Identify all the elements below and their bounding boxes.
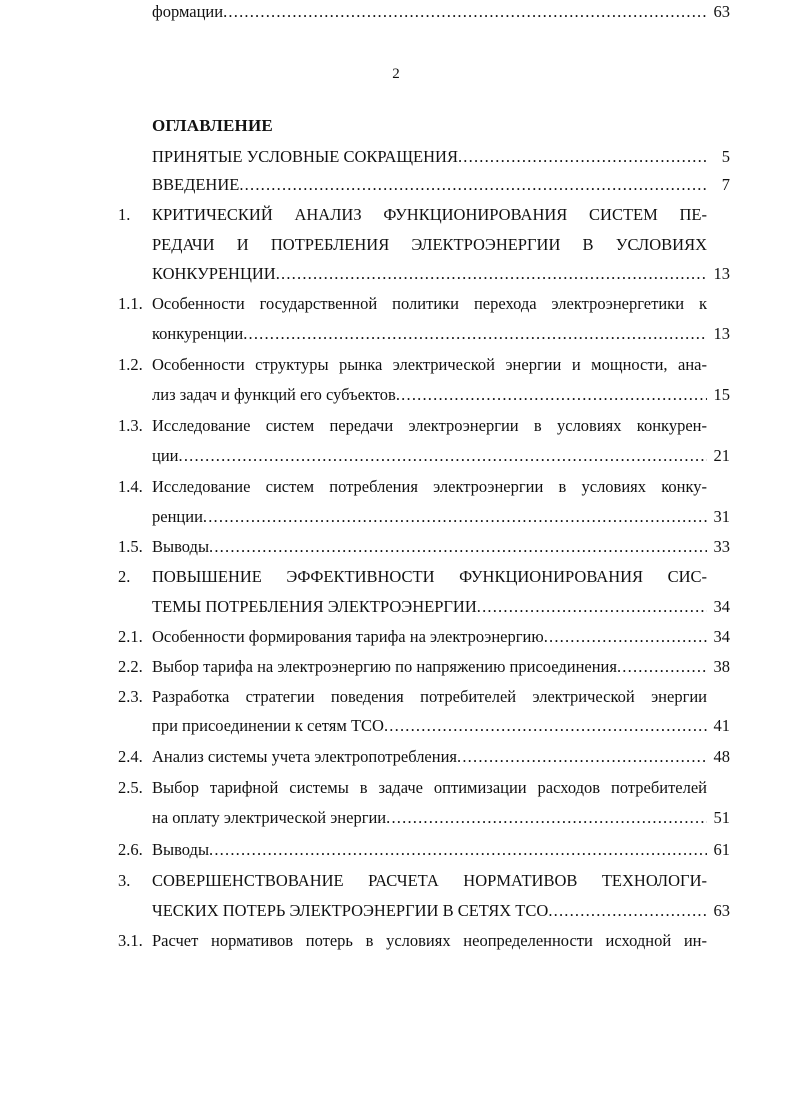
toc-entry-text: Особенности структуры рынка электрической энергии и мощности, ана-	[152, 355, 707, 374]
toc-entry-number: 3.	[118, 871, 131, 890]
toc-page-number: 41	[713, 716, 730, 735]
toc-entry-text: лиз задач и функций его субъектов	[152, 385, 396, 404]
toc-entry-text: Выбор тарифной системы в задаче оптимизации расходов потребителей	[152, 778, 707, 797]
toc-dot-leader	[203, 505, 707, 529]
toc-entry-text: Расчет нормативов потерь в условиях неопределенности исходной ин-	[152, 931, 707, 950]
toc-dot-leader	[386, 806, 707, 830]
toc-dot-leader	[457, 745, 707, 769]
toc-entry-number: 3.1.	[118, 931, 143, 950]
toc-entry-text: Особенности формирования тарифа на электроэнергию	[152, 627, 544, 646]
toc-page-number: 34	[713, 627, 730, 646]
toc-entry-number: 1.3.	[118, 416, 143, 435]
toc-entry-number: 1.1.	[118, 294, 143, 313]
toc-page-number: 34	[713, 597, 730, 616]
toc-entry-last-line	[152, 745, 707, 769]
toc-entry-text: Исследование систем передачи электроэнергии в условиях конкурен-	[152, 416, 707, 435]
toc-entry-text: Выводы	[152, 537, 210, 556]
toc-entry-text: РЕДАЧИ И ПОТРЕБЛЕНИЯ ЭЛЕКТРОЭНЕРГИИ В УСЛОВИЯХ	[152, 235, 707, 254]
toc-dot-leader	[243, 322, 707, 346]
toc-entry-text: при присоединении к сетям ТСО	[152, 716, 384, 735]
toc-entry-text: Выбор тарифа на электроэнергию по напряжению присоединения	[152, 657, 617, 676]
toc-entry-last-line	[152, 262, 707, 286]
toc-dot-leader	[276, 262, 707, 286]
toc-entry-last-line	[152, 505, 707, 529]
toc-entry-text: на оплату электрической энергии	[152, 808, 387, 827]
toc-entry-number: 2.4.	[118, 747, 143, 766]
toc-dot-leader	[384, 714, 707, 738]
toc-entry-text: ВВЕДЕНИЕ	[152, 175, 240, 194]
toc-page-number: 7	[721, 175, 730, 194]
toc-entry-text: Выводы	[152, 840, 210, 859]
toc-page-number: 51	[713, 808, 730, 827]
toc-dot-leader	[179, 444, 708, 468]
toc-entry-text: Анализ системы учета электропотребления	[152, 747, 458, 766]
toc-entry-text: конкуренции	[152, 324, 244, 343]
toc-entry-last-line	[152, 322, 707, 346]
toc-page-number: 5	[721, 147, 730, 166]
toc-entry-last-line	[152, 625, 707, 649]
toc-entry-last-line	[152, 444, 707, 468]
toc-dot-leader	[239, 173, 707, 197]
toc-entry-last-line	[152, 173, 707, 197]
toc-entry-last-line	[152, 899, 707, 923]
toc-page-number: 63	[713, 901, 730, 920]
toc-dot-leader	[477, 595, 707, 619]
toc-entry-text: ПРИНЯТЫЕ УСЛОВНЫЕ СОКРАЩЕНИЯ	[152, 147, 458, 166]
toc-dot-leader	[544, 625, 707, 649]
toc-page-number: 31	[713, 507, 730, 526]
toc-dot-leader	[209, 838, 707, 862]
toc-entry-last-line	[152, 806, 707, 830]
toc-entry-last-line	[152, 714, 707, 738]
toc-entry-number: 1.	[118, 205, 131, 224]
toc-page-number: 13	[713, 324, 730, 343]
toc-entry-number: 2.	[118, 567, 131, 586]
toc-page-number: 63	[713, 2, 730, 21]
toc-dot-leader	[223, 0, 707, 24]
toc-entry-number: 1.4.	[118, 477, 143, 496]
toc-entry-number: 2.2.	[118, 657, 143, 676]
toc-page-number: 61	[713, 840, 730, 859]
toc-entry-number: 2.3.	[118, 687, 143, 706]
toc-page-number: 48	[713, 747, 730, 766]
toc-entry-last-line	[152, 595, 707, 619]
toc-entry-text: Особенности государственной политики перехода электроэнергетики к	[152, 294, 707, 313]
toc-dot-leader	[396, 383, 707, 407]
toc-entry-number: 1.5.	[118, 537, 143, 556]
toc-entry-last-line	[152, 655, 707, 679]
toc-entry-text: Исследование систем потребления электроэнергии в условиях конку-	[152, 477, 707, 496]
toc-entry-number: 2.5.	[118, 778, 143, 797]
toc-entry-number: 2.1.	[118, 627, 143, 646]
toc-page-number: 13	[713, 264, 730, 283]
toc-page-number: 21	[713, 446, 730, 465]
toc-entry-last-line	[152, 383, 707, 407]
toc-title: ОГЛАВЛЕНИЕ	[152, 116, 273, 135]
toc-entry-number: 2.6.	[118, 840, 143, 859]
toc-entry-last-line	[152, 838, 707, 862]
toc-page-number: 33	[713, 537, 730, 556]
toc-page-number: 38	[713, 657, 730, 676]
toc-entry-text: ТЕМЫ ПОТРЕБЛЕНИЯ ЭЛЕКТРОЭНЕРГИИ	[152, 597, 477, 616]
page-number: 2	[392, 66, 400, 82]
toc-entry-text: СОВЕРШЕНСТВОВАНИЕ РАСЧЕТА НОРМАТИВОВ ТЕХНОЛОГИ-	[152, 871, 707, 890]
toc-entry-text: ции	[152, 446, 179, 465]
toc-page-number: 15	[713, 385, 730, 404]
toc-dot-leader	[209, 535, 707, 559]
toc-entry-text: ПОВЫШЕНИЕ ЭФФЕКТИВНОСТИ ФУНКЦИОНИРОВАНИЯ СИС-	[152, 567, 707, 586]
toc-entry-text: ренции	[152, 507, 203, 526]
toc-entry-text: КРИТИЧЕСКИЙ АНАЛИЗ ФУНКЦИОНИРОВАНИЯ СИСТЕМ ПЕ-	[152, 205, 707, 224]
toc-entry-last-line	[152, 535, 707, 559]
toc-entry-text: КОНКУРЕНЦИИ	[152, 264, 276, 283]
toc-entry-text: Разработка стратегии поведения потребителей электрической энергии	[152, 687, 707, 706]
toc-entry-text: ЧЕСКИХ ПОТЕРЬ ЭЛЕКТРОЭНЕРГИИ В СЕТЯХ ТСО	[152, 901, 549, 920]
toc-entry-number: 1.2.	[118, 355, 143, 374]
toc-dot-leader	[458, 145, 707, 169]
toc-dot-leader	[548, 899, 707, 923]
toc-entry-last-line	[152, 0, 707, 24]
toc-entry-text: формации	[152, 2, 224, 21]
toc-entry-last-line	[152, 145, 707, 169]
toc-dot-leader	[617, 655, 707, 679]
